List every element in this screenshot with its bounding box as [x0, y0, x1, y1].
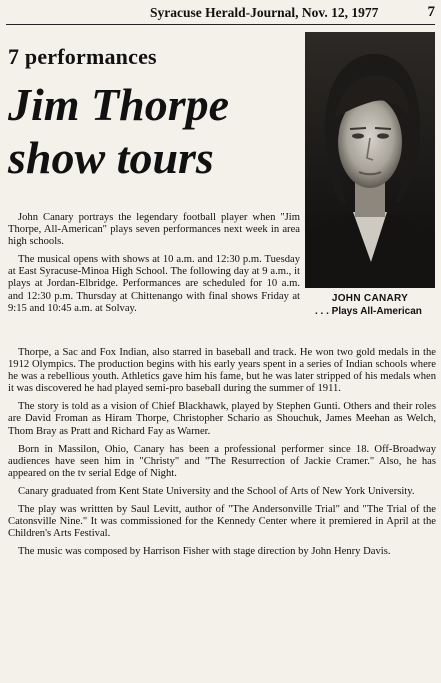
- article-paragraph-1: John Canary portrays the legendary football player when "Jim Thorpe, All-American" plays seven performances next week in area high schools.: [8, 212, 300, 248]
- masthead-rule: [6, 24, 435, 25]
- article-paragraph-6: Canary graduated from Kent State University and the School of Arts of New York University.: [18, 485, 415, 497]
- headline-line-2: show tours: [8, 132, 214, 183]
- photo-caption: [305, 292, 435, 318]
- page-number: 7: [427, 4, 435, 20]
- headline-line-1: Jim Thorpe: [8, 79, 230, 130]
- portrait-image: [305, 32, 435, 288]
- caption-subtitle: . . . Plays All-American: [315, 306, 422, 317]
- article-paragraph-5: Born in Massilon, Ohio, Canary has been a professional performer since 18. Off-Broadway audiences have seen him in "Christy" and "The Resurrection of Jackie Cramer." Also, he has appeared on the tv serial Edge of Night.: [8, 443, 436, 479]
- article-headline: [8, 78, 298, 184]
- caption-name: JOHN CANARY: [331, 293, 409, 304]
- article-body-bottom: [8, 347, 436, 564]
- article-paragraph-8: The music was composed by Harrison Fisher with stage direction by John Henry Davis.: [18, 546, 391, 558]
- article-kicker: 7 performances: [8, 44, 157, 69]
- masthead: [150, 4, 435, 22]
- article-paragraph-7: The play was writtten by Saul Levitt, author of "The Andersonville Trial" and "The Trial of the Catonsville Nine." It was commissioned for the Kennedy Center where it premiered in April at the Children's Arts Festival.: [8, 504, 436, 540]
- article-paragraph-3: Thorpe, a Sac and Fox Indian, also starred in baseball and track. He won two gold medals in the 1912 Olympics. The production begins with his early years spent in a series of Indian schools where he was a rebellious youth. Athletics gave him his fame, but he was later stripped of his medals when it was discovered he had played semi-pro baseball during the summer of 1911.: [8, 347, 436, 395]
- article-paragraph-4: The story is told as a vision of Chief Blackhawk, played by Stephen Gunti. Others and their roles are David Froman as Hiram Thorpe, Christopher Schario as Shouchuk, James Meehan as Welch, Thom Bray as Pratt and Richard Fay as Warner.: [8, 401, 436, 437]
- portrait-photo: [305, 32, 435, 288]
- publication-dateline: Syracuse Herald-Journal, Nov. 12, 1977: [150, 5, 379, 20]
- article-paragraph-2: The musical opens with shows at 10 a.m. and 12:30 p.m. Tuesday at East Syracuse-Minoa High School. The following day at 9 a.m., it plays at Jordan-Elbridge. Performances are scheduled for 10 a.m. and 12:30 p.m. Thursday at Chittenango with final shows Friday at 9:15 and 10:45 a.m. at Solvay.: [8, 254, 300, 314]
- article-body-top: [8, 212, 300, 321]
